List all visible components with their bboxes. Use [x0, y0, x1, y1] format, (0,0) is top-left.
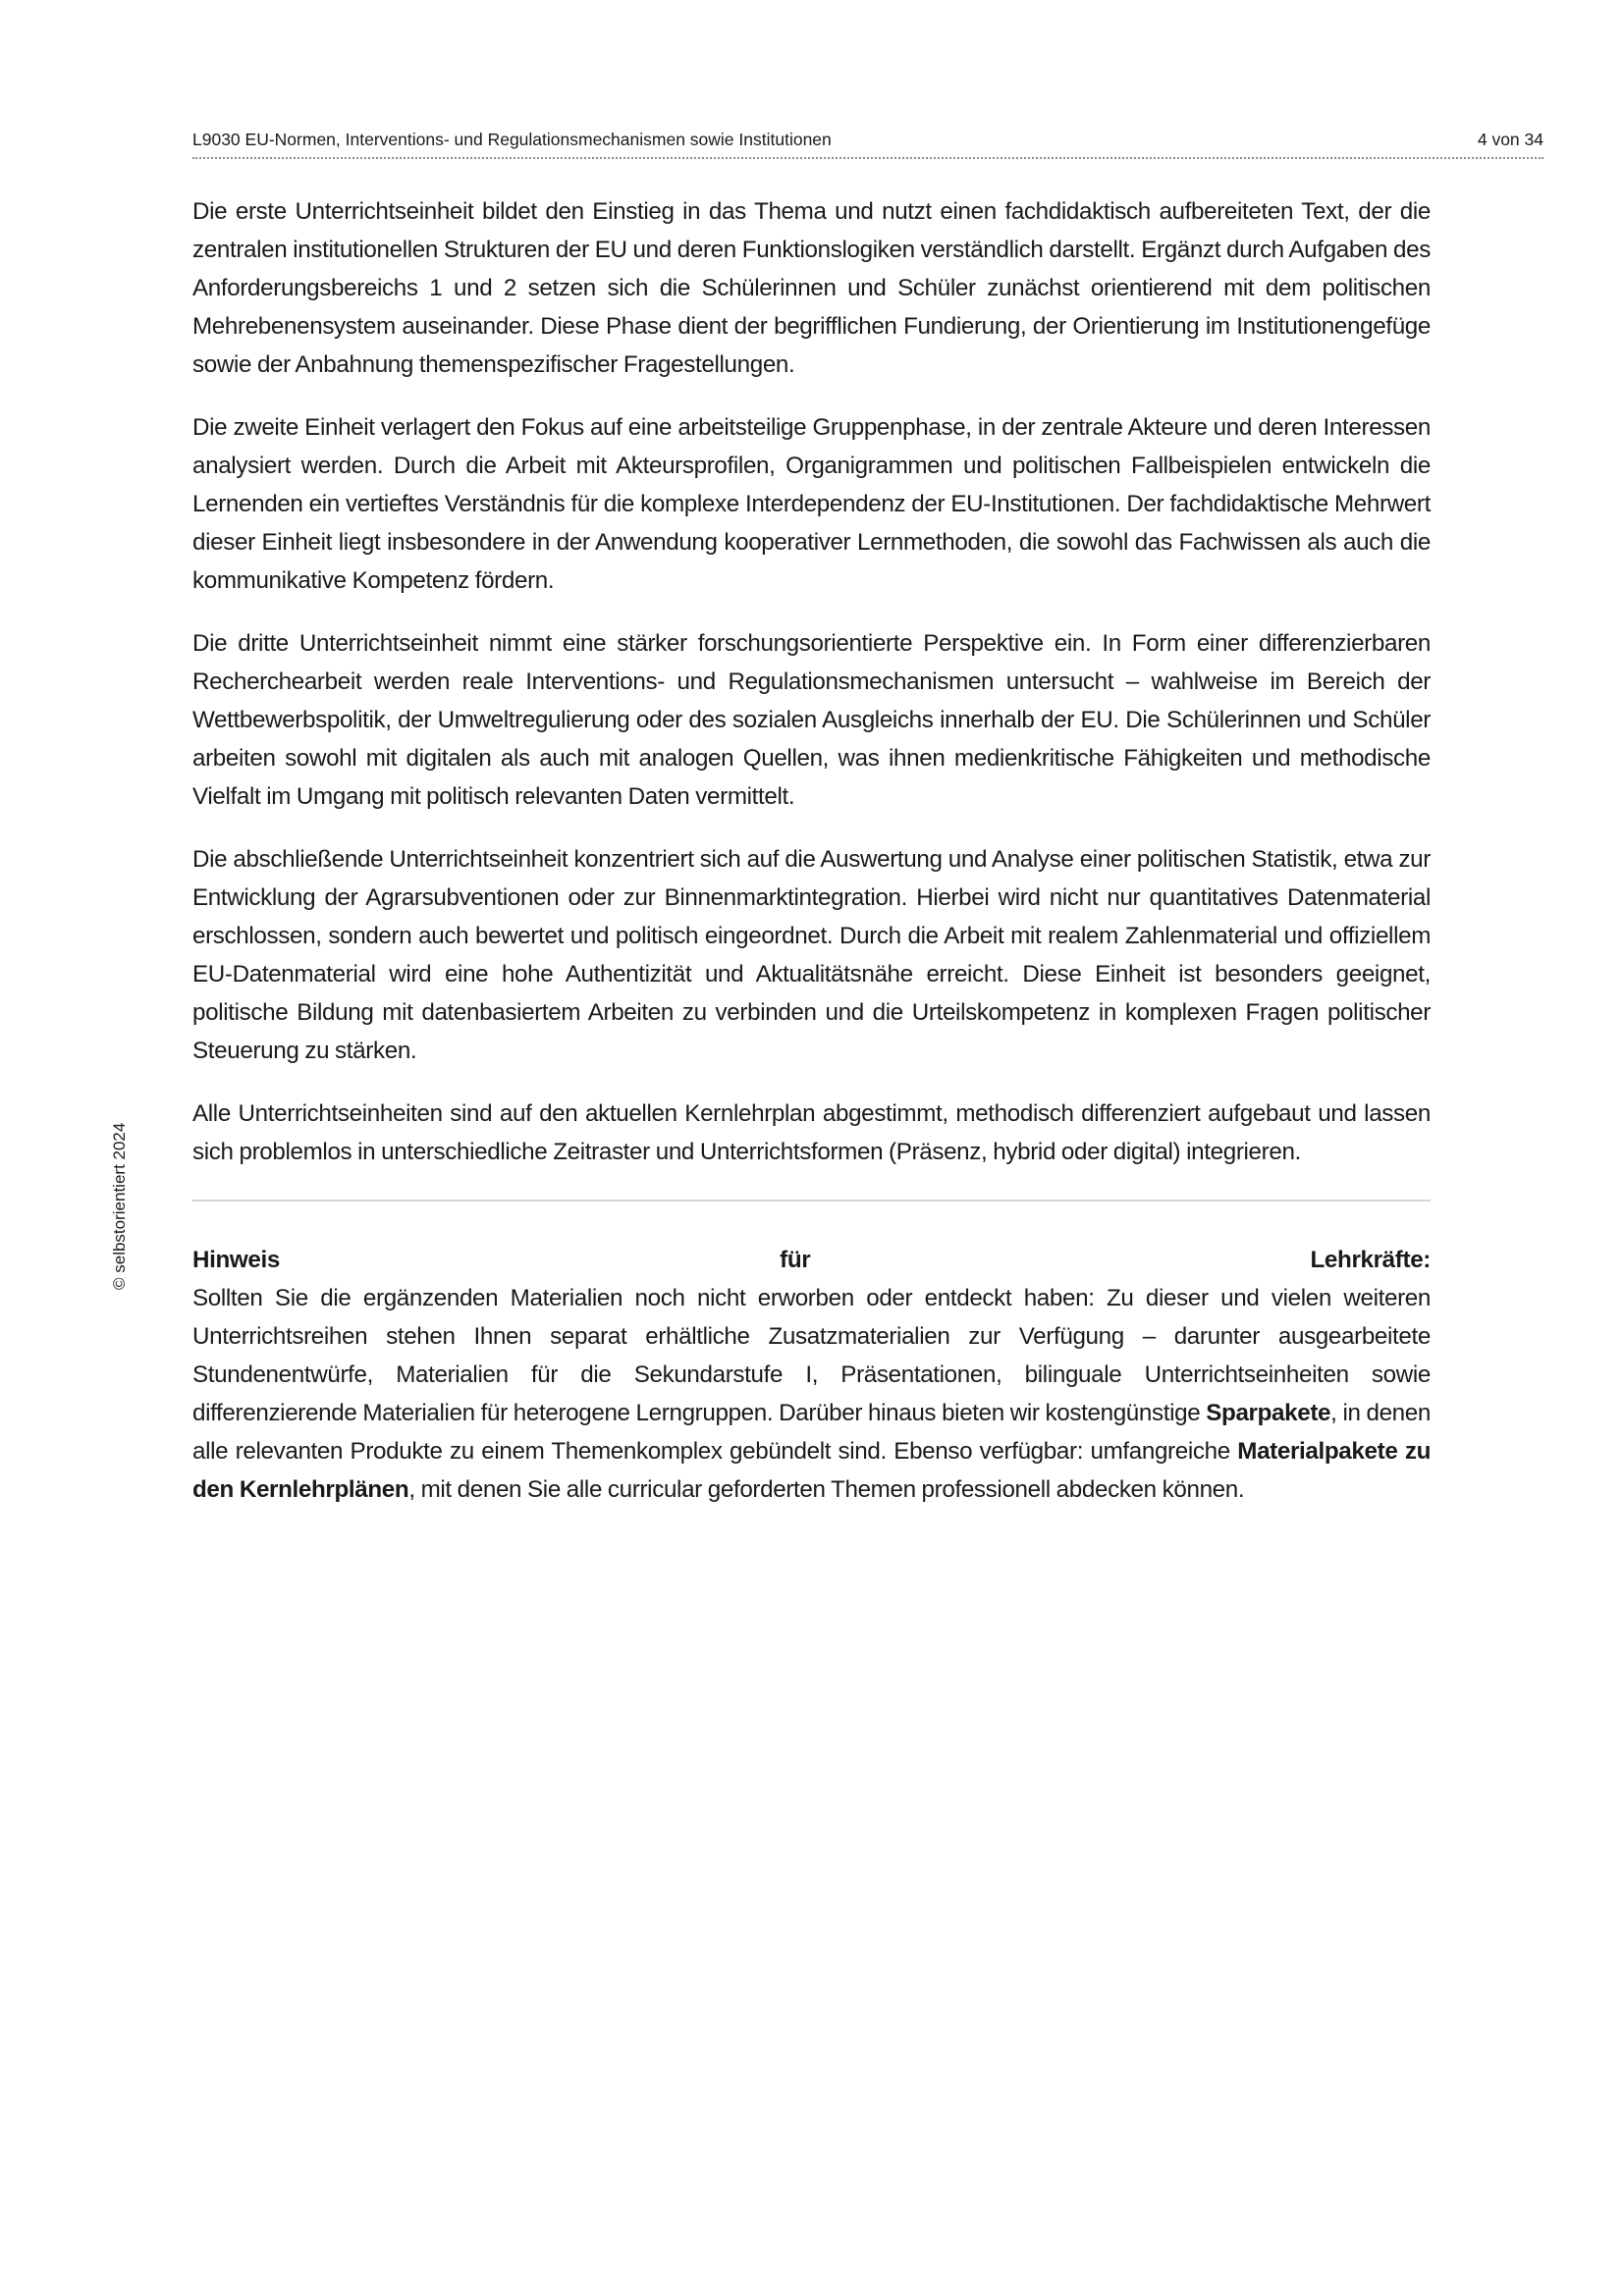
paragraph-unit-2: Die zweite Einheit verlagert den Fokus auf eine arbeitsteilige Gruppenphase, in der zentrale Akteure und deren Interessen analysiert werden. Durch die Arbeit mit Akteursprofilen, Organigrammen und politischen Fallbeispielen entwickeln die Lernenden ein vertieftes Verständnis für die komplexe Interdependenz der EU-Institutionen. Der fachdidaktische Mehrwert dieser Einheit liegt insbesondere in der Anwendung kooperativer Lernmethoden, die sowohl das Fachwissen als auch die kommunikative Kompetenz fördern.: [192, 414, 1431, 594]
main-content: [192, 192, 1431, 1509]
document-title: L9030 EU-Normen, Interventions- und Regulationsmechanismen sowie Institutionen: [192, 130, 832, 149]
paragraph-unit-1: Die erste Unterrichtseinheit bildet den Einstieg in das Thema und nutzt einen fachdidaktisch aufbereiteten Text, der die zentralen institutionellen Strukturen der EU und deren Funktionslogiken verständlich darstellt. Ergänzt durch Aufgaben des Anforderungsbereichs 1 und 2 setzen sich die Schülerinnen und Schüler zunächst orientierend mit dem politischen Mehrebenensystem auseinander. Diese Phase dient der begrifflichen Fundierung, der Orientierung im Institutionengefüge sowie der Anbahnung themenspezifischer Fragestellungen.: [192, 198, 1431, 378]
heading-word: Lehrkräfte:: [1310, 1247, 1431, 1273]
page-number: 4 von 34: [1477, 130, 1543, 149]
materialpakete-highlight: Materialpakete zu den Kernlehrplänen: [192, 1438, 1432, 1503]
section-divider: [192, 1200, 1431, 1201]
sparpakete-highlight: Sparpakete: [1206, 1400, 1331, 1426]
copyright-notice: © selbstorientiert 2024: [110, 1122, 129, 1290]
teacher-note-heading: [192, 1241, 1431, 1279]
heading-word: Hinweis: [192, 1247, 280, 1273]
paragraph-summary: Alle Unterrichtseinheiten sind auf den aktuellen Kernlehrplan abgestimmt, methodisch differenziert aufgebaut und lassen sich problemlos in unterschiedliche Zeitraster und Unterrichtsformen (Präsenz, hybrid oder digital) integrieren.: [192, 1100, 1431, 1165]
paragraph-unit-3: Die dritte Unterrichtseinheit nimmt eine stärker forschungsorientierte Perspektive ein. In Form einer differenzierbaren Recherchearbeit werden reale Interventions- und Regulationsmechanismen untersucht – wahlweise im Bereich der Wettbewerbspolitik, der Umweltregulierung oder des sozialen Ausgleichs innerhalb der EU. Die Schülerinnen und Schüler arbeiten sowohl mit digitalen als auch mit analogen Quellen, was ihnen medienkritische Fähigkeiten und methodische Vielfalt im Umgang mit politisch relevanten Daten vermittelt.: [192, 630, 1431, 810]
heading-word: für: [780, 1247, 811, 1273]
page-header: [192, 128, 1543, 159]
paragraph-unit-4: Die abschließende Unterrichtseinheit konzentriert sich auf die Auswertung und Analyse einer politischen Statistik, etwa zur Entwicklung der Agrarsubventionen oder zur Binnenmarktintegration. Hierbei wird nicht nur quantitatives Datenmaterial erschlossen, sondern auch bewertet und politisch eingeordnet. Durch die Arbeit mit realem Zahlenmaterial und offiziellem EU-Datenmaterial wird eine hohe Authentizität und Aktualitätsnähe erreicht. Diese Einheit ist besonders geeignet, politische Bildung mit datenbasiertem Arbeiten zu verbinden und die Urteilskompetenz in komplexen Fragen politischer Steuerung zu stärken.: [192, 846, 1431, 1064]
note-text: , mit denen Sie alle curricular geforderten Themen professionell abdecken können.: [408, 1476, 1245, 1503]
teacher-note-body: [192, 1279, 1431, 1509]
teacher-note: [192, 1241, 1431, 1509]
note-text: Sollten Sie die ergänzenden Materialien noch nicht erworben oder entdeckt haben: Zu dieser und vielen weiteren Unterrichtsreihen stehen Ihnen separat erhältliche Zusatzmaterialien zur Verfügung – darunter ausgearbeitete Stundenentwürfe, Materialien für die Sekundarstufe I, Präsentationen, bilinguale Unterrichtseinheiten sowie differenzierende Materialien für heterogene Lerngruppen. Darüber hinaus bieten wir kostengünstige: [192, 1285, 1431, 1426]
note-text: , in denen alle relevanten Produkte zu einem Themenkomplex gebündelt sind. Ebenso verfügbar: umfangreiche: [192, 1400, 1431, 1465]
